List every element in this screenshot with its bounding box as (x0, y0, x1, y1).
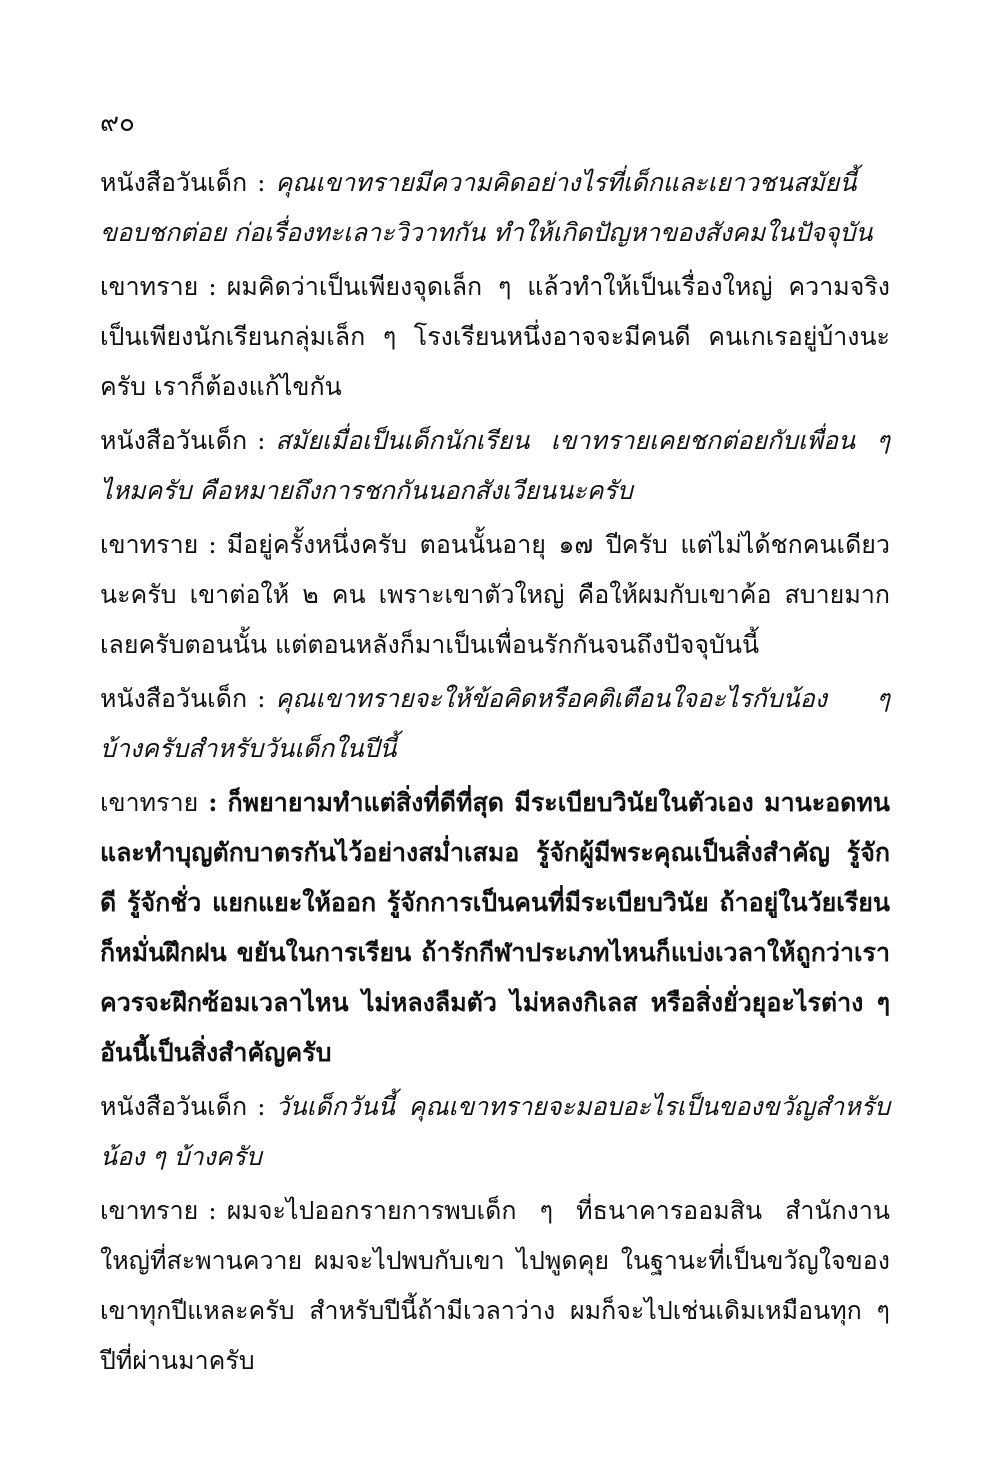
answer-text: มีอยู่ครั้งหนึ่งครับ ตอนนั้นอายุ ๑๗ ปีครับ แต่ไม่ได้ชกคนเดียวนะครับ เขาต่อให้ ๒ คน เพราะเขาตัวใหญ่ คือให้ผมกับเขาค้อ สบายมากเลยครับตอนนั้น แต่ตอนหลังก็มาเป็นเพื่อนรักกันจนถึงปัจจุบันนี้ (100, 530, 890, 659)
interview-question (100, 158, 890, 258)
speaker-separator: : (257, 684, 266, 713)
speaker-label: เขาทราย (100, 1196, 199, 1225)
document-page (100, 108, 890, 1390)
speaker-separator: : (257, 426, 266, 455)
interview-answer-highlighted (100, 778, 890, 1078)
question-text: สมัยเมื่อเป็นเด็กนักเรียน เขาทรายเคยชกต่อยกับเพื่อน ๆ ไหมครับ คือหมายถึงการชกกันนอกสังเวียนนะครับ (100, 426, 890, 505)
interview-question (100, 416, 890, 516)
interview-answer (100, 1186, 890, 1386)
speaker-separator: : (257, 1092, 266, 1121)
question-text: วันเด็กวันนี้ คุณเขาทรายจะมอบอะไรเป็นของขวัญสำหรับน้อง ๆ บ้างครับ (100, 1092, 890, 1171)
interview-question (100, 1082, 890, 1182)
speaker-label: หนังสือวันเด็ก (100, 684, 248, 713)
speaker-separator: : (208, 272, 217, 301)
speaker-label: หนังสือวันเด็ก (100, 426, 248, 455)
speaker-label: หนังสือวันเด็ก (100, 168, 248, 197)
speaker-separator: : (208, 788, 218, 817)
interview-answer (100, 520, 890, 670)
question-text: คุณเขาทรายจะให้ข้อคิดหรือคติเตือนใจอะไรกับน้อง ๆ บ้างครับสำหรับวันเด็กในปีนี้ (100, 684, 890, 763)
interview-question (100, 674, 890, 774)
answer-text: ผมจะไปออกรายการพบเด็ก ๆ ที่ธนาคารออมสิน สำนักงานใหญ่ที่สะพานควาย ผมจะไปพบกับเขา ไปพูดคุย ในฐานะที่เป็นขวัญใจของเขาทุกปีแหละครับ สำหรับปีนี้ถ้ามีเวลาว่าง ผมก็จะไปเช่นเดิมเหมือนทุก ๆ ปีที่ผ่านมาครับ (100, 1196, 890, 1375)
answer-text: ผมคิดว่าเป็นเพียงจุดเล็ก ๆ แล้วทำให้เป็นเรื่องใหญ่ ความจริงเป็นเพียงนักเรียนกลุ่มเล็ก ๆ โรงเรียนหนึ่งอาจจะมีคนดี คนเกเรอยู่บ้างนะครับ เราก็ต้องแก้ไขกัน (100, 272, 890, 401)
speaker-separator: : (257, 168, 266, 197)
speaker-separator: : (208, 530, 217, 559)
speaker-separator: : (208, 1196, 217, 1225)
question-text: คุณเขาทรายมีความคิดอย่างไรที่เด็กและเยาวชนสมัยนี้ ขอบชกต่อย ก่อเรื่องทะเลาะวิวาทกัน ทำให้เกิดปัญหาของสังคมในปัจจุบัน (100, 168, 873, 247)
answer-text: ก็พยายามทำแต่สิ่งที่ดีที่สุด มีระเบียบวินัยในตัวเอง มานะอดทน และทำบุญตักบาตรกันไว้อย่างสม่ำเสมอ รู้จักผู้มีพระคุณเป็นสิ่งสำคัญ รู้จักดี รู้จักชั่ว แยกแยะให้ออก รู้จักการเป็นคนที่มีระเบียบวินัย ถ้าอยู่ในวัยเรียนก็หมั่นฝึกฝน ขยันในการเรียน ถ้ารักกีฬาประเภทไหนก็แบ่งเวลาให้ถูกว่าเราควรจะฝึกซ้อมเวลาไหน ไม่หลงลืมตัว ไม่หลงกิเลส หรือสิ่งยั่วยุอะไรต่าง ๆ อันนี้เป็นสิ่งสำคัญครับ (100, 788, 890, 1067)
speaker-label: หนังสือวันเด็ก (100, 1092, 248, 1121)
speaker-label: เขาทราย (100, 272, 199, 301)
speaker-label: เขาทราย (100, 788, 199, 817)
interview-answer (100, 262, 890, 412)
speaker-label: เขาทราย (100, 530, 199, 559)
page-number: ๙๐ (100, 108, 135, 138)
